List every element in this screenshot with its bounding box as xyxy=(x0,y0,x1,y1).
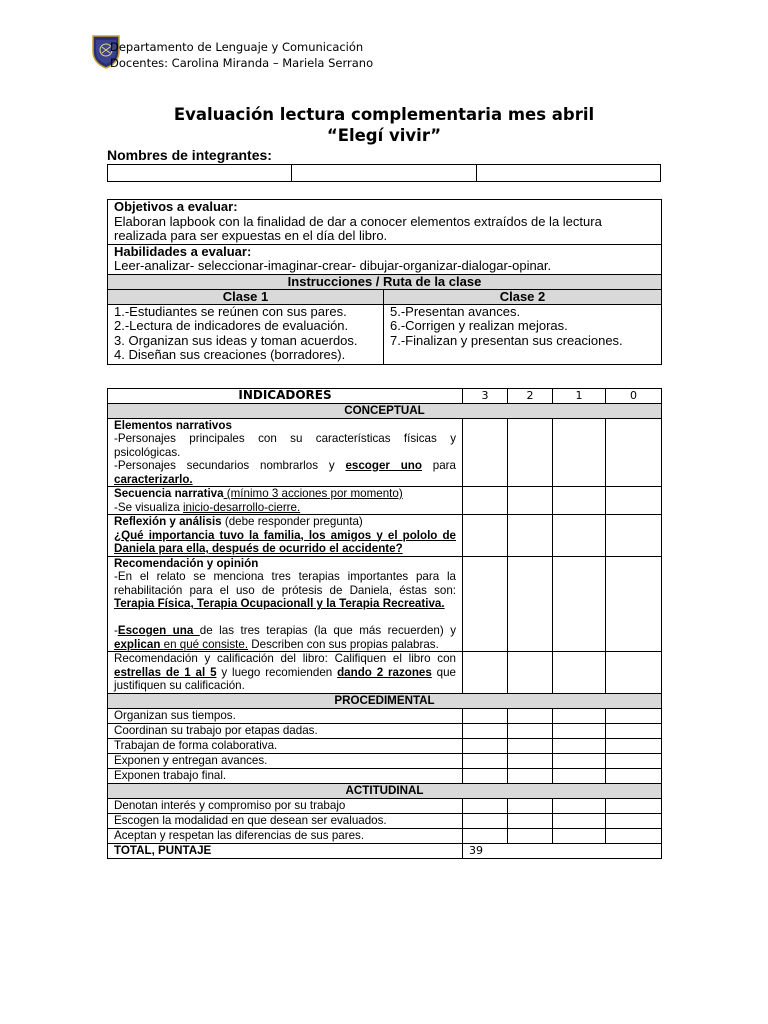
indicator-text xyxy=(114,624,456,651)
objectives-cell xyxy=(108,200,662,245)
indicators-header: INDICADORES xyxy=(108,389,463,404)
score-cell[interactable] xyxy=(606,487,662,515)
score-cell[interactable] xyxy=(606,798,662,813)
score-cell[interactable] xyxy=(553,828,606,843)
score-cell[interactable] xyxy=(463,813,508,828)
score-cell[interactable] xyxy=(508,556,553,652)
instructions-header: Instrucciones / Ruta de la clase xyxy=(108,274,662,289)
score-cell[interactable] xyxy=(553,652,606,694)
score-cell[interactable] xyxy=(508,753,553,768)
score-cell[interactable] xyxy=(508,723,553,738)
class2-header: Clase 2 xyxy=(384,289,662,304)
score-cell[interactable] xyxy=(463,768,508,783)
table-row xyxy=(108,556,662,652)
score-cell[interactable] xyxy=(508,708,553,723)
table-row xyxy=(108,768,662,783)
indicator-title: Recomendación y opinión xyxy=(114,556,259,570)
list-item: 3. Organizan sus ideas y toman acuerdos. xyxy=(114,332,358,348)
text-span: dando 2 razones xyxy=(337,665,432,679)
score-cell[interactable] xyxy=(606,828,662,843)
text-span: Recomendación y calificación del libro: Califiquen el libro con xyxy=(114,652,456,665)
score-cell[interactable] xyxy=(463,828,508,843)
score-header-3: 3 xyxy=(463,389,508,404)
names-label: Nombres de integrantes: xyxy=(107,147,272,163)
text-span: y luego recomienden xyxy=(216,665,338,679)
text-span: (mínimo 3 acciones por momento) xyxy=(223,487,403,500)
objectives-title: Objetivos a evaluar: xyxy=(114,199,238,214)
text-span: escoger uno xyxy=(345,459,422,472)
class1-header: Clase 1 xyxy=(108,289,384,304)
score-cell[interactable] xyxy=(606,556,662,652)
score-cell[interactable] xyxy=(463,652,508,694)
indicator-reflection xyxy=(108,515,463,557)
score-cell[interactable] xyxy=(553,487,606,515)
score-cell[interactable] xyxy=(606,768,662,783)
total-label: TOTAL, PUNTAJE xyxy=(108,843,463,858)
score-cell[interactable] xyxy=(606,418,662,487)
score-cell[interactable] xyxy=(606,652,662,694)
table-row xyxy=(108,753,662,768)
text-span: (debe responder pregunta) xyxy=(221,515,363,528)
teachers-names: Docentes: Carolina Miranda – Mariela Serrano xyxy=(110,56,374,70)
indicator-narrative-sequence xyxy=(108,487,463,515)
text-span: -Personajes secundarios nombrarlos y xyxy=(114,459,346,472)
indicator-text: Exponen trabajo final. xyxy=(108,768,463,783)
score-cell[interactable] xyxy=(553,515,606,557)
score-cell[interactable] xyxy=(463,738,508,753)
indicator-title: Elementos narrativos xyxy=(114,418,232,432)
text-span: inicio-desarrollo-cierre. xyxy=(182,500,301,514)
score-header-1: 1 xyxy=(553,389,606,404)
class2-steps xyxy=(384,304,662,364)
table-row xyxy=(108,813,662,828)
name-field-1[interactable] xyxy=(108,165,292,182)
table-row xyxy=(108,515,662,557)
text-span: Escogen una xyxy=(117,624,200,637)
text-span: estrellas de 1 al 5 xyxy=(114,665,217,679)
score-header-0: 0 xyxy=(606,389,662,404)
indicator-text: Aceptan y respetan las diferencias de sus pares. xyxy=(108,828,463,843)
text-span: de las tres terapias (la que más recuerden) y xyxy=(199,624,456,637)
score-cell[interactable] xyxy=(553,753,606,768)
table-row xyxy=(108,723,662,738)
score-cell[interactable] xyxy=(553,556,606,652)
indicator-text: -Personajes principales con su características físicas y psicológicas. xyxy=(114,432,456,459)
indicator-narrative-elements xyxy=(108,418,463,487)
indicator-text: Exponen y entregan avances. xyxy=(108,753,463,768)
list-item: 4. Diseñan sus creaciones (borradores). xyxy=(114,347,346,362)
reflection-question: ¿Qué importancia tuvo la familia, los amigos y el pololo de Daniela para ella, después de ocurrido el accidente? xyxy=(114,528,456,555)
name-field-3[interactable] xyxy=(476,165,660,182)
class1-steps xyxy=(108,304,384,364)
score-cell[interactable] xyxy=(508,738,553,753)
list-item: 2.-Lectura de indicadores de evaluación. xyxy=(114,318,349,333)
score-cell[interactable] xyxy=(508,418,553,487)
score-header-2: 2 xyxy=(508,389,553,404)
document-subtitle: “Elegí vivir” xyxy=(326,126,442,145)
score-cell[interactable] xyxy=(553,768,606,783)
table-row xyxy=(108,418,662,487)
score-cell[interactable] xyxy=(508,652,553,694)
name-field-2[interactable] xyxy=(292,165,476,182)
indicator-text: Trabajan de forma colaborativa. xyxy=(108,738,463,753)
spacer xyxy=(114,611,456,625)
score-cell[interactable] xyxy=(606,515,662,557)
indicator-text xyxy=(114,515,456,529)
text-span: Describen con sus propias palabras. xyxy=(248,637,439,651)
total-row xyxy=(108,843,662,858)
objectives-text: Elaboran lapbook con la finalidad de dar a conocer elementos extraídos de la lectura realizada para ser expuestas en el día del libro. xyxy=(114,213,602,243)
indicator-text: Organizan sus tiempos. xyxy=(108,708,463,723)
objectives-table xyxy=(107,199,662,365)
text-span: para xyxy=(421,459,456,472)
indicator-text xyxy=(114,501,456,515)
section-conceptual: CONCEPTUAL xyxy=(108,403,662,418)
text-span: - xyxy=(114,624,118,637)
score-cell[interactable] xyxy=(508,798,553,813)
table-row xyxy=(108,652,662,694)
text-span: -Se visualiza xyxy=(114,500,183,514)
score-cell[interactable] xyxy=(606,738,662,753)
score-cell[interactable] xyxy=(508,515,553,557)
indicator-title: Secuencia narrativa xyxy=(114,487,224,500)
indicator-text: Coordinan su trabajo por etapas dadas. xyxy=(108,723,463,738)
list-item: 7.-Finalizan y presentan sus creaciones. xyxy=(390,332,623,348)
score-cell[interactable] xyxy=(553,418,606,487)
indicator-recommendation xyxy=(108,556,463,652)
score-cell[interactable] xyxy=(463,708,508,723)
indicator-text: Escogen la modalidad en que desean ser evaluados. xyxy=(108,813,463,828)
section-actitudinal: ACTITUDINAL xyxy=(108,783,662,798)
score-cell[interactable] xyxy=(463,515,508,557)
indicator-text xyxy=(114,487,456,501)
list-item: 1.-Estudiantes se reúnen con sus pares. xyxy=(114,303,347,319)
indicator-text xyxy=(114,570,456,611)
list-item: 6.-Corrigen y realizan mejoras. xyxy=(390,318,568,333)
score-cell[interactable] xyxy=(553,723,606,738)
score-cell[interactable] xyxy=(606,723,662,738)
score-cell[interactable] xyxy=(553,813,606,828)
score-cell[interactable] xyxy=(606,708,662,723)
skills-text: Leer-analizar- seleccionar-imaginar-crear- dibujar-organizar-dialogar-opinar. xyxy=(114,258,552,273)
total-value[interactable]: 39 xyxy=(463,843,662,858)
indicator-text xyxy=(114,459,456,486)
skills-title: Habilidades a evaluar: xyxy=(114,243,252,259)
text-span: Terapia Física, Terapia Ocupacionall y la Terapia Recreativa. xyxy=(114,597,445,610)
score-cell[interactable] xyxy=(463,418,508,487)
text-span: en qué consiste. xyxy=(163,637,249,651)
text-span: que justifiquen su calificación. xyxy=(114,665,456,692)
table-row xyxy=(108,487,662,515)
score-cell[interactable] xyxy=(508,487,553,515)
score-cell[interactable] xyxy=(553,738,606,753)
table-row xyxy=(108,738,662,753)
score-cell[interactable] xyxy=(606,753,662,768)
score-cell[interactable] xyxy=(508,813,553,828)
skills-cell xyxy=(108,244,662,274)
names-table xyxy=(107,164,661,182)
score-cell[interactable] xyxy=(508,768,553,783)
score-cell[interactable] xyxy=(463,753,508,768)
text-span: -En el relato se menciona tres terapias importantes para la rehabilitación para el uso de prótesis de Daniela, éstas son: xyxy=(114,570,456,597)
score-cell[interactable] xyxy=(463,487,508,515)
section-procedimental: PROCEDIMENTAL xyxy=(108,693,662,708)
list-item: 5.-Presentan avances. xyxy=(390,303,521,319)
score-cell[interactable] xyxy=(463,556,508,652)
score-cell[interactable] xyxy=(553,708,606,723)
score-cell[interactable] xyxy=(463,723,508,738)
table-row xyxy=(108,828,662,843)
department-name: Departamento de Lenguaje y Comunicación xyxy=(110,40,364,54)
indicator-rating xyxy=(108,652,463,694)
indicators-table xyxy=(107,388,662,859)
indicator-text: Denotan interés y compromiso por su trabajo xyxy=(108,798,463,813)
text-span: explican xyxy=(114,637,164,651)
table-row xyxy=(108,708,662,723)
document-title: Evaluación lectura complementaria mes abril xyxy=(173,105,595,124)
score-cell[interactable] xyxy=(606,813,662,828)
score-cell[interactable] xyxy=(553,798,606,813)
score-cell[interactable] xyxy=(463,798,508,813)
score-cell[interactable] xyxy=(508,828,553,843)
indicator-title: Reflexión y análisis xyxy=(114,515,222,528)
table-row xyxy=(108,798,662,813)
text-span: caracterizarlo. xyxy=(114,472,193,486)
